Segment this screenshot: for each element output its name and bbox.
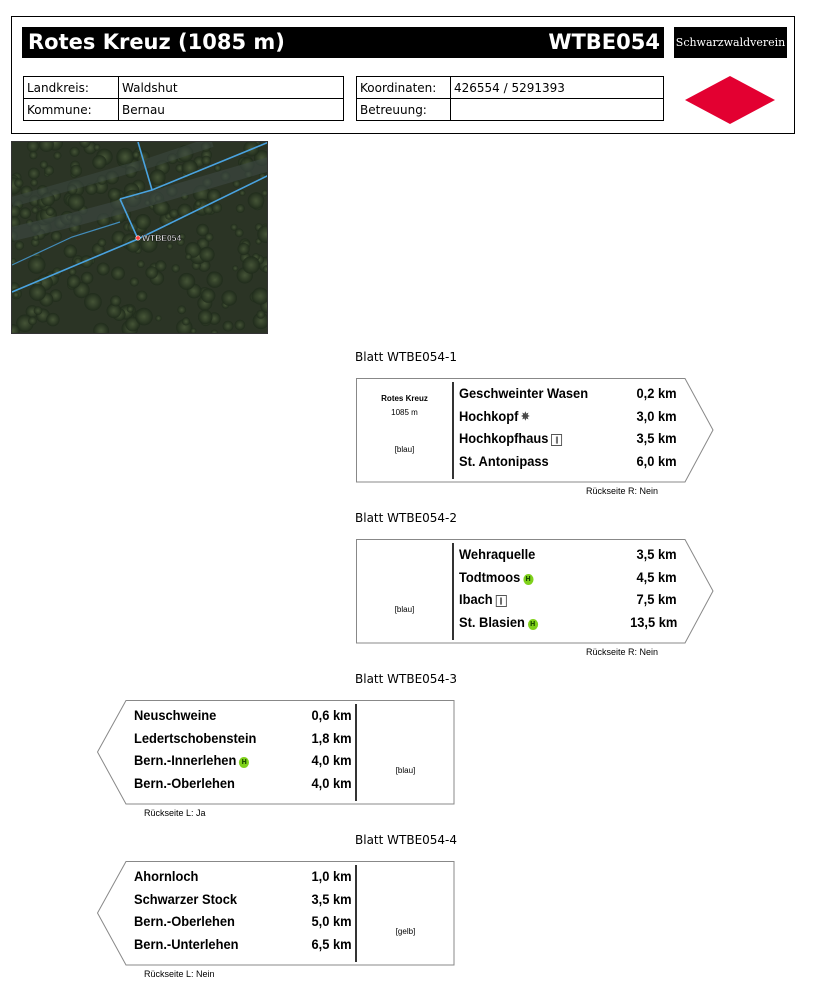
sign-location-name: Rotes Kreuz xyxy=(381,394,428,403)
direction-sign xyxy=(356,539,714,644)
destination-label: Ledertschobenstein xyxy=(134,729,257,746)
restaurant-icon: ‖ xyxy=(551,434,562,446)
sign-backside-note: Rückseite R: Nein xyxy=(586,647,659,657)
sign-sheet-label: Blatt WTBE054-3 xyxy=(355,672,458,686)
destination-distance: 0,2 km xyxy=(636,385,677,401)
destination-label: Bern.-Oberlehen xyxy=(134,774,235,791)
destination-distance: 7,5 km xyxy=(636,591,677,607)
destination-name xyxy=(134,704,216,726)
destination-distance: 6,0 km xyxy=(636,452,677,469)
destination-name xyxy=(459,427,562,449)
destination-name xyxy=(459,450,549,472)
destination-label: Bern.-Oberlehen xyxy=(134,913,235,929)
destination-label: Neuschweine xyxy=(134,707,217,723)
sign-location-elevation: 1085 m xyxy=(391,408,418,417)
coordinates-table xyxy=(356,76,664,121)
sign-sheet-label: Blatt WTBE054-1 xyxy=(355,350,458,364)
destination-label: Ibach xyxy=(459,591,493,607)
destination-name xyxy=(134,865,198,887)
title-bar xyxy=(22,27,664,58)
kommune-label: Kommune: xyxy=(24,99,119,121)
destination-name xyxy=(134,772,235,794)
destination-distance: 1,8 km xyxy=(311,729,352,746)
direction-sign xyxy=(356,378,714,483)
sign-route-color: [blau] xyxy=(394,605,415,614)
destination-distance: 6,5 km xyxy=(311,935,352,952)
destination-name xyxy=(459,382,588,404)
sign-backside-note: Rückseite L: Nein xyxy=(144,969,215,979)
trail-marker-diamond-icon xyxy=(684,75,776,125)
sign-route-color: [blau] xyxy=(394,445,415,454)
direction-sign xyxy=(97,861,455,966)
club-logo: Schwarzwaldverein xyxy=(674,27,787,58)
destination-name xyxy=(459,611,538,633)
sign-backside-note: Rückseite L: Ja xyxy=(144,808,206,818)
destination-distance: 1,0 km xyxy=(311,868,352,884)
koordinaten-label: Koordinaten: xyxy=(357,77,451,99)
aerial-map[interactable] xyxy=(11,141,268,334)
destination-distance: 5,0 km xyxy=(311,913,352,929)
destination-distance: 3,5 km xyxy=(311,890,352,907)
sign-route-color: [blau] xyxy=(395,766,416,775)
aerial-map-image xyxy=(12,142,268,334)
direction-sign xyxy=(97,700,455,805)
viewpoint-icon: ✵ xyxy=(521,410,530,423)
location-marker-icon xyxy=(136,236,140,240)
destination-distance: 4,5 km xyxy=(636,568,677,585)
bus-stop-icon: H xyxy=(528,619,538,630)
destination-label: Geschweinter Wasen xyxy=(459,385,589,401)
landkreis-label: Landkreis: xyxy=(24,77,119,99)
restaurant-icon: ‖ xyxy=(495,595,506,607)
sign-sheet-label: Blatt WTBE054-2 xyxy=(355,511,458,525)
destination-name xyxy=(459,588,506,610)
betreuung-label: Betreuung: xyxy=(357,99,451,121)
location-table xyxy=(23,76,344,121)
destination-label: Todtmoos xyxy=(459,568,521,585)
destination-name xyxy=(459,405,530,428)
destination-distance: 4,0 km xyxy=(311,774,352,791)
page-title: Rotes Kreuz (1085 m) xyxy=(28,30,285,54)
destination-label: Hochkopfhaus xyxy=(459,430,549,446)
destination-distance: 3,0 km xyxy=(636,407,677,424)
bus-stop-icon: H xyxy=(523,574,533,585)
destination-name xyxy=(134,933,238,955)
destination-name xyxy=(459,543,535,565)
bus-stop-icon: H xyxy=(239,757,249,768)
sign-backside-note: Rückseite R: Nein xyxy=(586,486,659,496)
destination-name xyxy=(134,749,249,771)
destination-name xyxy=(459,566,533,588)
destination-label: Schwarzer Stock xyxy=(134,890,238,907)
sign-sheet-label: Blatt WTBE054-4 xyxy=(355,833,458,847)
destination-distance: 3,5 km xyxy=(636,546,677,562)
sign-route-color: [gelb] xyxy=(395,927,416,936)
sign-id: WTBE054 xyxy=(548,30,660,54)
betreuung-value xyxy=(451,99,664,121)
destination-distance: 3,5 km xyxy=(636,430,677,446)
destination-name xyxy=(134,727,256,749)
landkreis-value: Waldshut xyxy=(119,77,344,99)
destination-name xyxy=(134,910,235,932)
destination-distance: 13,5 km xyxy=(629,613,677,630)
destination-label: Hochkopf xyxy=(459,407,519,424)
koordinaten-value: 426554 / 5291393 xyxy=(451,77,664,99)
destination-name xyxy=(134,888,237,910)
destination-label: Bern.-Unterlehen xyxy=(134,935,239,952)
destination-label: Bern.-Innerlehen xyxy=(134,752,237,768)
destination-label: St. Antonipass xyxy=(459,452,549,469)
destination-label: Wehraquelle xyxy=(459,546,536,562)
map-marker-label: WTBE054 xyxy=(142,233,182,243)
destination-label: Ahornloch xyxy=(134,868,199,884)
destination-label: St. Blasien xyxy=(459,613,525,630)
destination-distance: 4,0 km xyxy=(311,752,352,768)
destination-distance: 0,6 km xyxy=(311,707,352,723)
kommune-value: Bernau xyxy=(119,99,344,121)
